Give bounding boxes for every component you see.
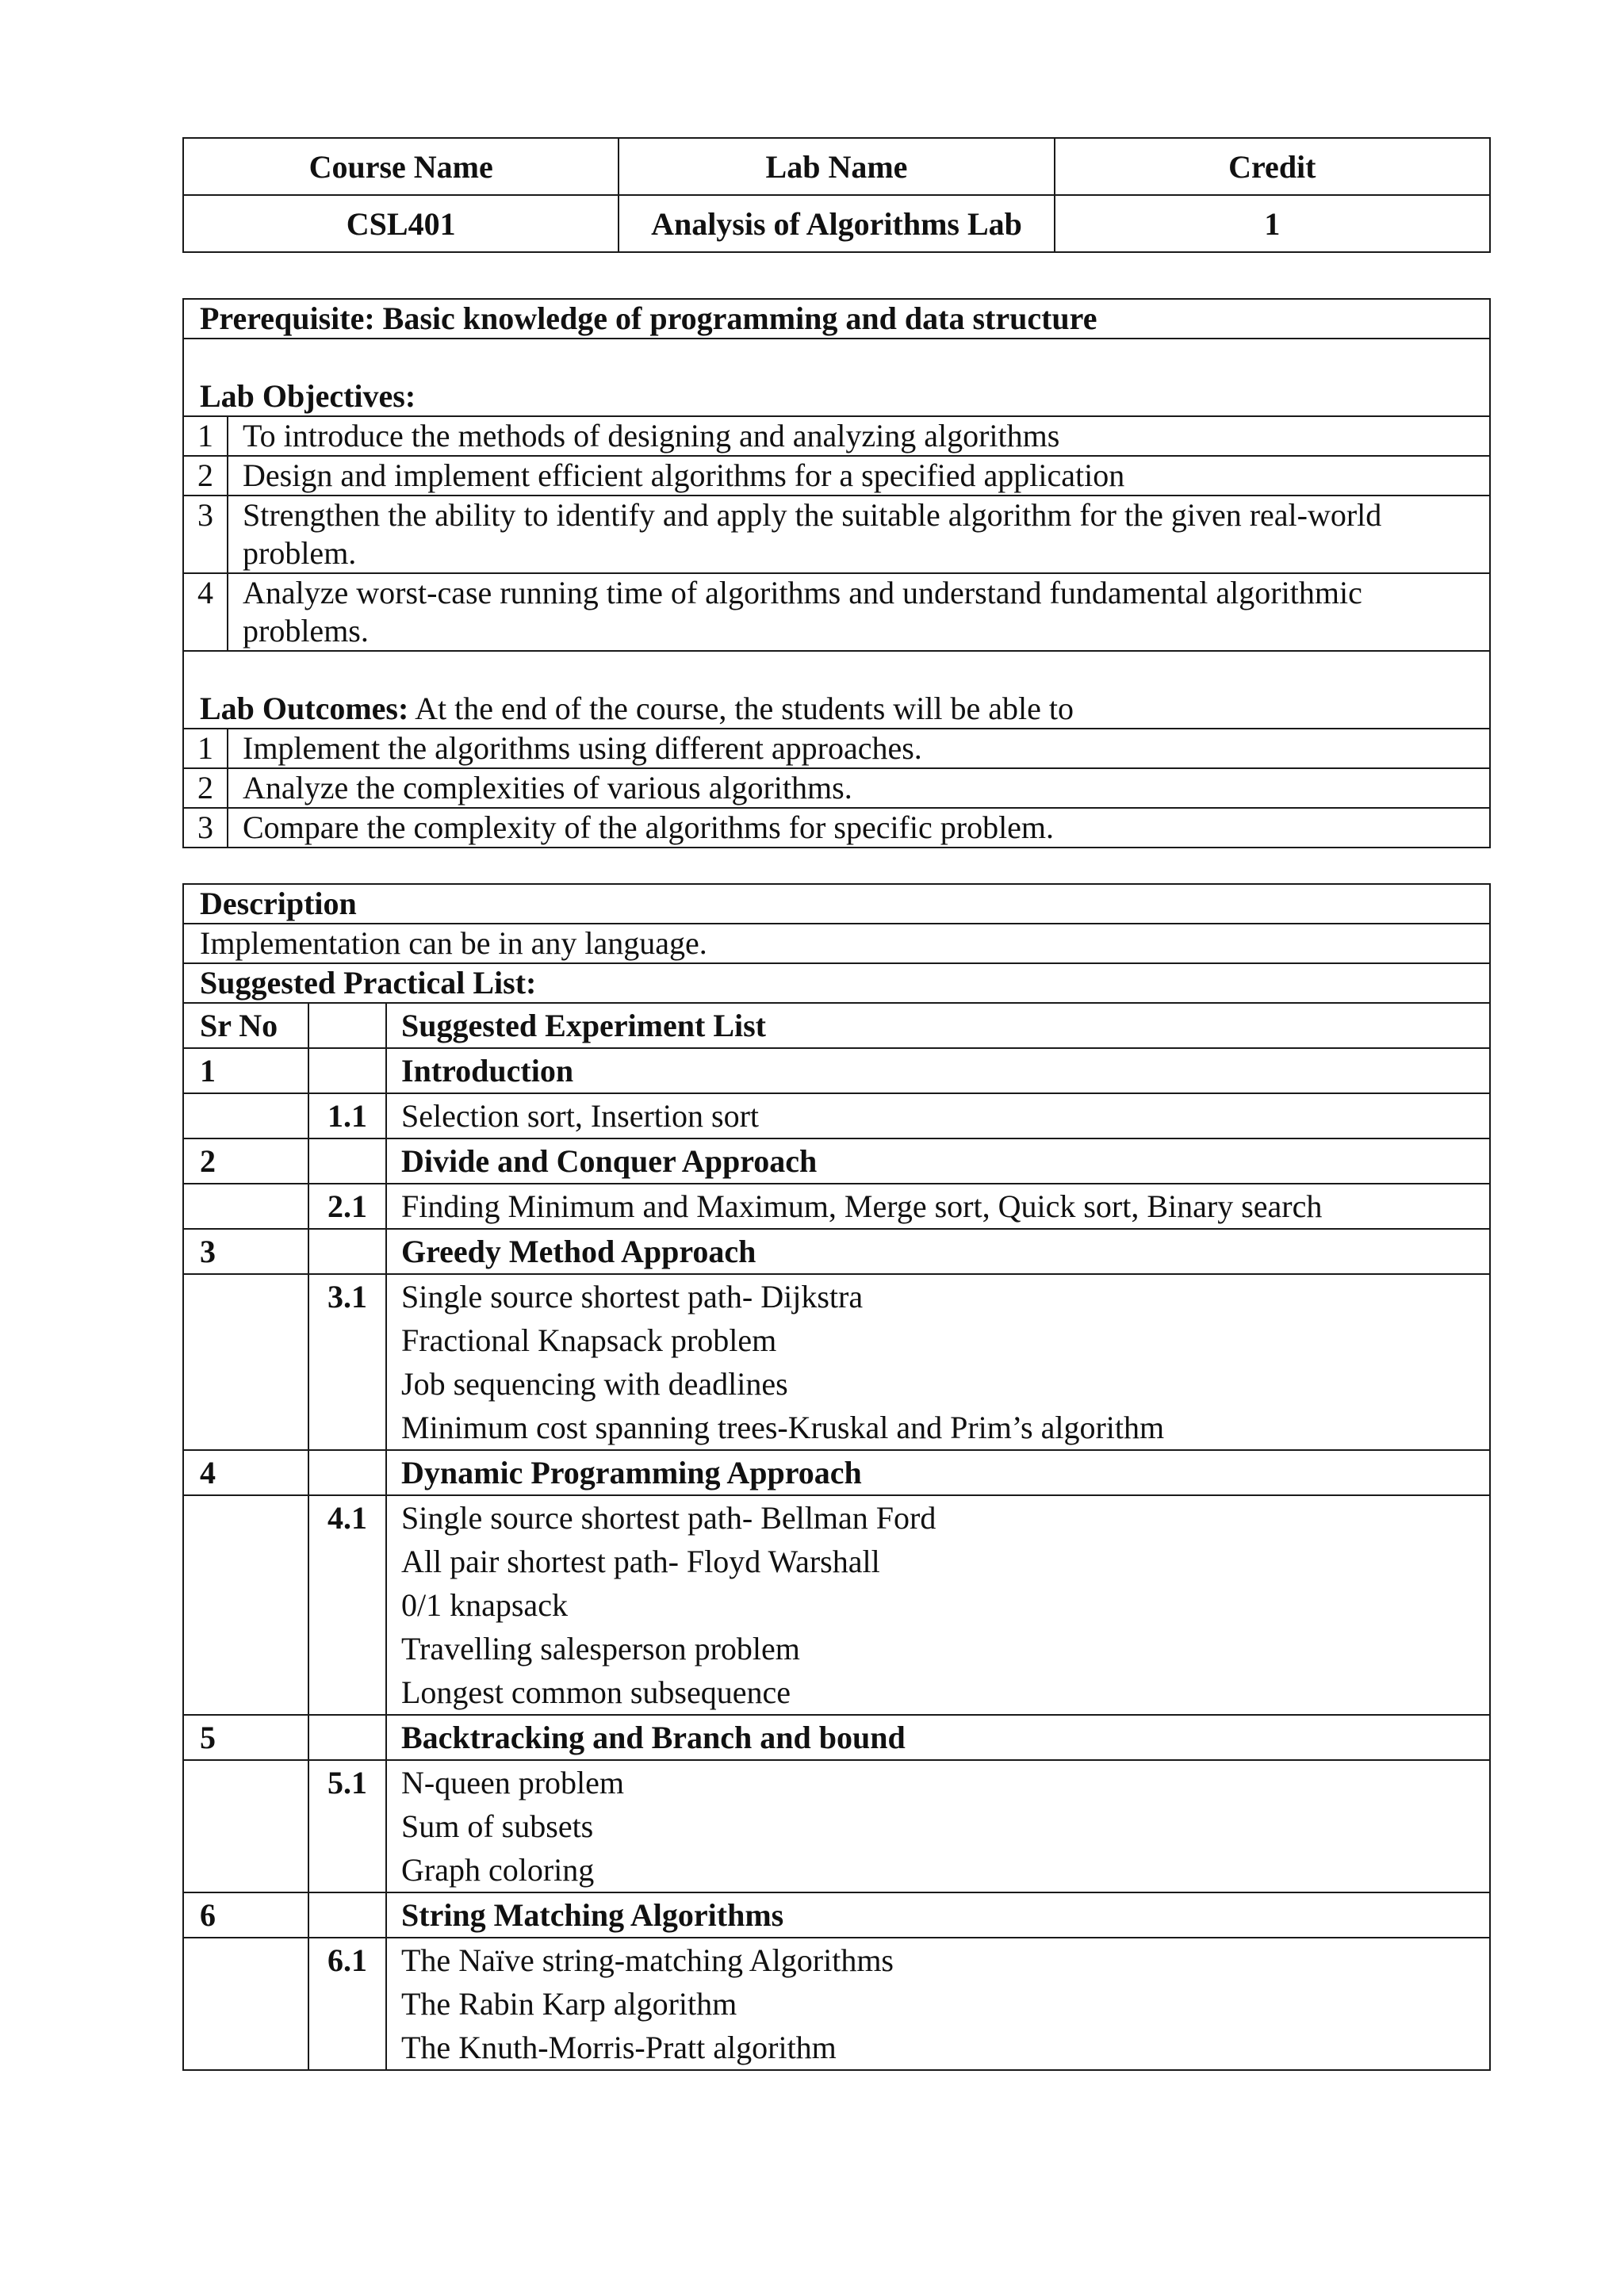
header-credit: Credit [1055, 138, 1490, 195]
objective-text: Analyze worst-case running time of algorithms and understand fundamental algorithmic problems. [228, 573, 1490, 651]
lab-outcomes-intro: At the end of the course, the students will be able to [408, 691, 1074, 726]
outcome-row [183, 808, 1490, 848]
section-items-row [183, 1938, 1490, 2070]
objective-number: 1 [183, 416, 228, 456]
sections-body [183, 1048, 1490, 2070]
subsection-number: 3.1 [327, 1279, 367, 1314]
section-title: Divide and Conquer Approach [386, 1138, 1490, 1184]
experiment-item: Longest common subsequence [401, 1674, 791, 1710]
experiment-item: N-queen problem [401, 1765, 625, 1800]
objective-text: Design and implement efficient algorithms for a specified application [228, 456, 1490, 496]
experiment-items-cell [386, 1274, 1490, 1450]
subsection-cell [308, 1760, 386, 1892]
section-items-row [183, 1093, 1490, 1138]
outcome-text: Compare the complexity of the algorithms for specific problem. [228, 808, 1490, 848]
subsection-cell [308, 1093, 386, 1138]
subsection-cell [308, 1274, 386, 1450]
section-items-row [183, 1760, 1490, 1892]
experiment-item: Single source shortest path- Dijkstra [401, 1279, 864, 1314]
section-items-row [183, 1495, 1490, 1715]
subsection-number: 6.1 [327, 1942, 367, 1978]
section-number: 1 [183, 1048, 308, 1093]
lab-outcomes-heading: Lab Outcomes: [200, 691, 409, 726]
experiment-items-cell [386, 1093, 1490, 1138]
section-title: Backtracking and Branch and bound [386, 1715, 1490, 1760]
section-title: Introduction [386, 1048, 1490, 1093]
subsection-cell [308, 1938, 386, 2070]
experiment-items-cell [386, 1184, 1490, 1229]
experiment-item: The Rabin Karp algorithm [401, 1986, 737, 2022]
section-empty-cell [183, 1760, 308, 1892]
section-empty-cell [183, 1093, 308, 1138]
outcome-number: 1 [183, 729, 228, 768]
prerequisite-text: Prerequisite: Basic knowledge of programming and data structure [183, 299, 1490, 339]
experiment-item: Selection sort, Insertion sort [401, 1098, 760, 1134]
experiment-item: The Naïve string-matching Algorithms [401, 1942, 894, 1978]
suggested-list-heading: Suggested Practical List: [183, 963, 1490, 1003]
section-items-row [183, 1274, 1490, 1450]
section-number: 2 [183, 1138, 308, 1184]
section-number: 4 [183, 1450, 308, 1495]
subsection-number: 2.1 [327, 1188, 367, 1224]
section-title-row [183, 1138, 1490, 1184]
section-title-row [183, 1450, 1490, 1495]
section-empty-cell [183, 1938, 308, 2070]
section-empty-cell [183, 1184, 308, 1229]
section-empty-cell [183, 1274, 308, 1450]
course-code: CSL401 [183, 195, 619, 252]
experiment-item: Graph coloring [401, 1852, 595, 1888]
lab-outcomes-block [183, 651, 1490, 729]
section-spacer-cell [308, 1715, 386, 1760]
objective-number: 3 [183, 496, 228, 573]
section-title: Greedy Method Approach [386, 1229, 1490, 1274]
objective-text: Strengthen the ability to identify and apply the suitable algorithm for the given real-world problem. [228, 496, 1490, 573]
section-number: 5 [183, 1715, 308, 1760]
experiment-item: Travelling salesperson problem [401, 1631, 800, 1667]
sub-number-header [308, 1003, 386, 1048]
subsection-number: 4.1 [327, 1500, 367, 1536]
experiment-item: Single source shortest path- Bellman Ford [401, 1500, 936, 1536]
section-title-row [183, 1892, 1490, 1938]
section-number: 6 [183, 1892, 308, 1938]
section-spacer-cell [308, 1450, 386, 1495]
experiment-items-cell [386, 1495, 1490, 1715]
course-table [182, 137, 1491, 253]
section-spacer-cell [308, 1048, 386, 1093]
subsection-cell [308, 1184, 386, 1229]
outcome-text: Implement the algorithms using different approaches. [228, 729, 1490, 768]
objective-text: To introduce the methods of designing and analyzing algorithms [228, 416, 1490, 456]
credit-value: 1 [1055, 195, 1490, 252]
course-value-row [183, 195, 1490, 252]
header-lab-name: Lab Name [619, 138, 1054, 195]
objective-row [183, 496, 1490, 573]
outcome-text: Analyze the complexities of various algorithms. [228, 768, 1490, 808]
experiment-items-cell [386, 1760, 1490, 1892]
experiment-item: All pair shortest path- Floyd Warshall [401, 1544, 880, 1579]
section-spacer-cell [308, 1229, 386, 1274]
experiment-list-header: Suggested Experiment List [386, 1003, 1490, 1048]
objective-row [183, 573, 1490, 651]
section-title-row [183, 1229, 1490, 1274]
experiment-item: Job sequencing with deadlines [401, 1366, 788, 1402]
course-header-row [183, 138, 1490, 195]
lab-objectives-heading: Lab Objectives: [183, 339, 1490, 416]
section-number: 3 [183, 1229, 308, 1274]
section-title-row [183, 1048, 1490, 1093]
experiment-item: Fractional Knapsack problem [401, 1322, 777, 1358]
outcome-number: 3 [183, 808, 228, 848]
objective-row [183, 416, 1490, 456]
description-text: Implementation can be in any language. [183, 924, 1490, 963]
subsection-number: 5.1 [327, 1765, 367, 1800]
description-heading: Description [183, 884, 1490, 924]
section-title: Dynamic Programming Approach [386, 1450, 1490, 1495]
practical-list-table [182, 883, 1491, 2071]
column-header-row [183, 1003, 1490, 1048]
subsection-cell [308, 1495, 386, 1715]
experiment-item: The Knuth-Morris-Pratt algorithm [401, 2030, 837, 2065]
section-items-row [183, 1184, 1490, 1229]
experiment-item: Sum of subsets [401, 1808, 594, 1844]
lab-name: Analysis of Algorithms Lab [619, 195, 1054, 252]
experiment-item: Minimum cost spanning trees-Kruskal and Prim’s algorithm [401, 1410, 1165, 1445]
objective-number: 4 [183, 573, 228, 651]
subsection-number: 1.1 [327, 1098, 367, 1134]
experiment-items-cell [386, 1938, 1490, 2070]
outcome-number: 2 [183, 768, 228, 808]
experiment-item: 0/1 knapsack [401, 1587, 568, 1623]
experiment-item: Finding Minimum and Maximum, Merge sort, Quick sort, Binary search [401, 1188, 1323, 1224]
outcome-row [183, 729, 1490, 768]
header-course-name: Course Name [183, 138, 619, 195]
section-spacer-cell [308, 1892, 386, 1938]
section-empty-cell [183, 1495, 308, 1715]
section-title: String Matching Algorithms [386, 1892, 1490, 1938]
prerequisite-table [182, 298, 1491, 848]
outcome-row [183, 768, 1490, 808]
objective-number: 2 [183, 456, 228, 496]
section-spacer-cell [308, 1138, 386, 1184]
objective-row [183, 456, 1490, 496]
section-title-row [183, 1715, 1490, 1760]
sr-no-header: Sr No [183, 1003, 308, 1048]
